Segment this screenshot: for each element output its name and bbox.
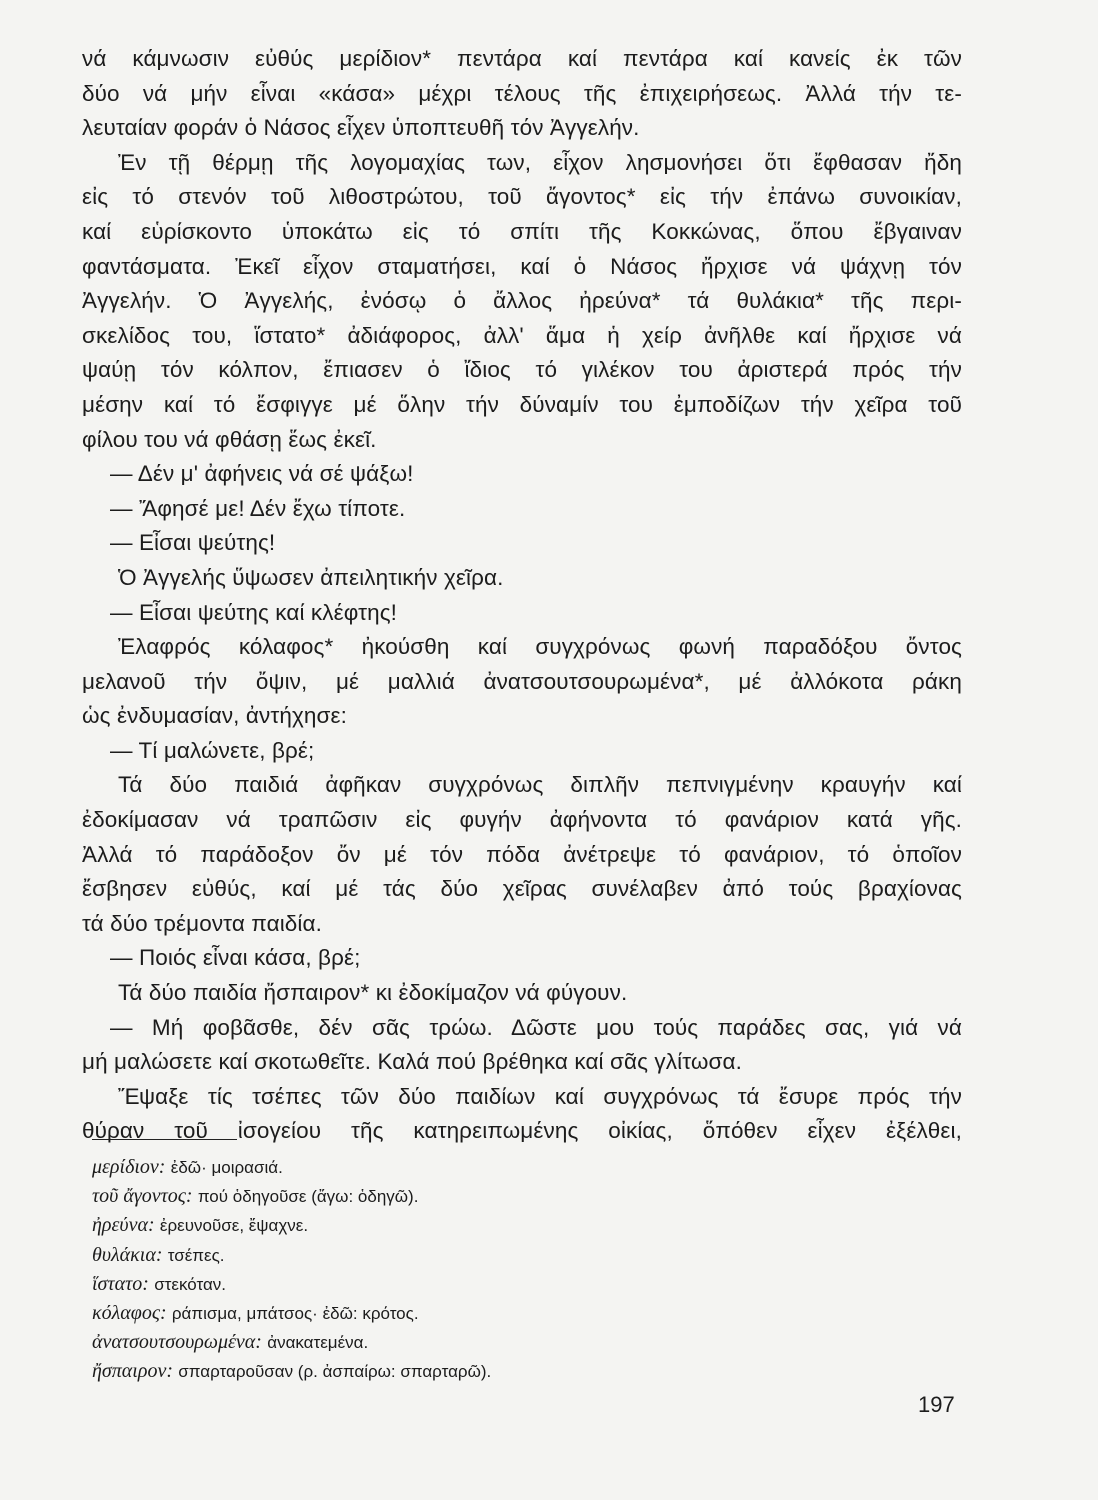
text-line: νά κάμνωσιν εὐθύς μερίδιον* πεντάρα καί πεντάρα καί κανείς ἐκ τῶν	[82, 46, 962, 71]
text-line: Ἐν τῇ θέρμῃ τῆς λογομαχίας των, εἶχον λησμονήσει ὅτι ἔφθασαν ἤδη	[118, 149, 962, 175]
footnotes	[92, 1153, 792, 1387]
text-line: ἔσβησεν εὐθύς, καί μέ τάς δύο χεῖρας συνέλαβεν ἀπό τούς βραχίονας	[82, 876, 962, 902]
footnote	[92, 1182, 792, 1211]
text-line: φαντάσματα. Ἐκεῖ εἶχον σταματήσει, καί ὁ Νάσος ἤρχισε νά ψάχνῃ τόν	[82, 253, 962, 279]
footnote	[92, 1211, 792, 1240]
text-line: Ἐλαφρός κόλαφος* ἠκούσθη καί συγχρόνως φωνή παραδόξου ὄντος	[118, 634, 962, 660]
text-line: Τά δύο παιδιά ἀφῆκαν συγχρόνως διπλῆν πεπνιγμένην κραυγήν καί	[118, 772, 962, 798]
footnote-term: ἵστατο:	[92, 1272, 149, 1295]
text-line: ἐδοκίμασαν νά τραπῶσιν εἰς φυγήν ἀφήνοντα τό φανάριον κατά γῆς.	[82, 807, 962, 833]
text-line: μέσην καί τό ἔσφιγγε μέ ὅλην τήν δύναμίν του ἐμποδίζων τήν χεῖρα τοῦ	[82, 391, 962, 417]
footnote-term: κόλαφος:	[92, 1301, 167, 1324]
text-line: Ἔψαξε τίς τσέπες τῶν δύο παιδίων καί συγχρόνως τά ἔσυρε πρός τήν	[118, 1083, 962, 1109]
footnote-definition: ἀνακατεμένα.	[267, 1333, 369, 1353]
text-line: ὡς ἐνδυμασίαν, ἀντήχησε:	[82, 703, 347, 729]
text-line: δύο νά μήν εἶναι «κάσα» μέχρι τέλους τῆς ἐπιχειρήσεως. Ἀλλά τήν τε-	[82, 80, 962, 106]
footnote-separator	[92, 1139, 237, 1140]
text-line: — Μή φοβᾶσθε, δέν σᾶς τρώω. Δῶστε μου τούς παράδες σας, γιά νά	[110, 1014, 962, 1040]
text-line: εἰς τό στενόν τοῦ λιθοστρώτου, τοῦ ἄγοντος* εἰς τήν ἐπάνω συνοικίαν,	[82, 184, 962, 210]
page-number: 197	[918, 1392, 955, 1417]
footnote-definition: σπαρταροῦσαν (ρ. ἀσπαίρω: σπαρταρῶ).	[178, 1362, 492, 1382]
text-line: — Δέν μ' ἀφήνεις νά σέ ψάξω!	[110, 461, 414, 487]
footnote-term: θυλάκια:	[92, 1243, 163, 1266]
text-line: Ἀγγελήν. Ὁ Ἀγγελής, ἐνόσῳ ὁ ἄλλος ἠρεύνα* τά θυλάκια* τῆς περι-	[82, 288, 962, 314]
text-line: ψαύῃ τόν κόλπον, ἔπιασεν ὁ ἴδιος τό γιλέκον του ἀριστερά πρός τήν	[82, 357, 962, 383]
text-line: τά δύο τρέμοντα παιδία.	[82, 910, 322, 936]
footnote-term: ἤσπαιρον:	[92, 1360, 173, 1383]
footnote-definition: στεκόταν.	[154, 1274, 227, 1294]
text-line: — Εἶσαι ψεύτης!	[110, 530, 276, 556]
footnote-definition: ἐρευνοῦσε, ἔψαχνε.	[159, 1216, 309, 1236]
footnote	[92, 1270, 792, 1299]
text-line: Ἀλλά τό παράδοξον ὄν μέ τόν πόδα ἀνέτρεψε τό φανάριον, τό ὁποῖον	[82, 841, 962, 867]
footnote-term: ἀνατσουτσουρωμένα:	[92, 1331, 262, 1354]
footnote	[92, 1241, 792, 1270]
footnote	[92, 1357, 792, 1386]
footnote-definition: πού ὁδηγοῦσε (ἄγω: ὁδηγῶ).	[197, 1187, 419, 1207]
footnote-definition: ράπισμα, μπάτσος· ἐδῶ: κρότος.	[171, 1303, 419, 1323]
text-line: μή μαλώσετε καί σκοτωθεῖτε. Καλά πού βρέθηκα καί σᾶς γλίτωσα.	[82, 1049, 742, 1075]
text-line: φίλου του νά φθάσῃ ἕως ἐκεῖ.	[82, 426, 377, 452]
footnote	[92, 1328, 792, 1357]
text-line: — Ἄφησέ με! Δέν ἔχω τίποτε.	[110, 495, 406, 521]
text-line: λευταίαν φοράν ὁ Νάσος εἶχεν ὑποπτευθῆ τόν Ἀγγελήν.	[82, 115, 640, 141]
text-line: — Ποιός εἶναι κάσα, βρέ;	[110, 945, 361, 971]
footnote	[92, 1153, 792, 1182]
text-line: καί εὑρίσκοντο ὑποκάτω εἰς τό σπίτι τῆς Κοκκώνας, ὅπου ἔβγαιναν	[82, 218, 962, 244]
footnote-term: μερίδιον:	[92, 1156, 166, 1178]
footnote-term: τοῦ ἄγοντος:	[92, 1185, 193, 1208]
text-line: — Τί μαλώνετε, βρέ;	[110, 737, 315, 763]
main-text	[82, 42, 962, 1149]
text-line: θύραν τοῦ ἰσογείου τῆς κατηρειπωμένης οἰκίας, ὅπόθεν εἶχεν ἐξέλθει,	[82, 1118, 962, 1144]
footnote	[92, 1299, 792, 1328]
text-line: Τά δύο παιδία ἤσπαιρον* κι ἐδοκίμαζον νά φύγουν.	[118, 980, 628, 1006]
footnote-definition: ἐδῶ· μοιρασιά.	[170, 1158, 283, 1177]
text-line: σκελίδος του, ἵστατο* ἀδιάφορος, ἀλλ' ἅμα ἡ χείρ ἀνῆλθε καί ἤρχισε νά	[82, 322, 962, 348]
text-line: — Εἶσαι ψεύτης καί κλέφτης!	[110, 599, 398, 625]
text-line: μελανοῦ τήν ὄψιν, μέ μαλλιά ἀνατσουτσουρωμένα*, μέ ἀλλόκοτα ράκη	[82, 668, 962, 694]
text-line: Ὁ Ἀγγελής ὕψωσεν ἀπειλητικήν χεῖρα.	[118, 564, 504, 590]
footnote-definition: τσέπες.	[167, 1245, 225, 1265]
footnote-term: ἠρεύνα:	[92, 1214, 155, 1237]
